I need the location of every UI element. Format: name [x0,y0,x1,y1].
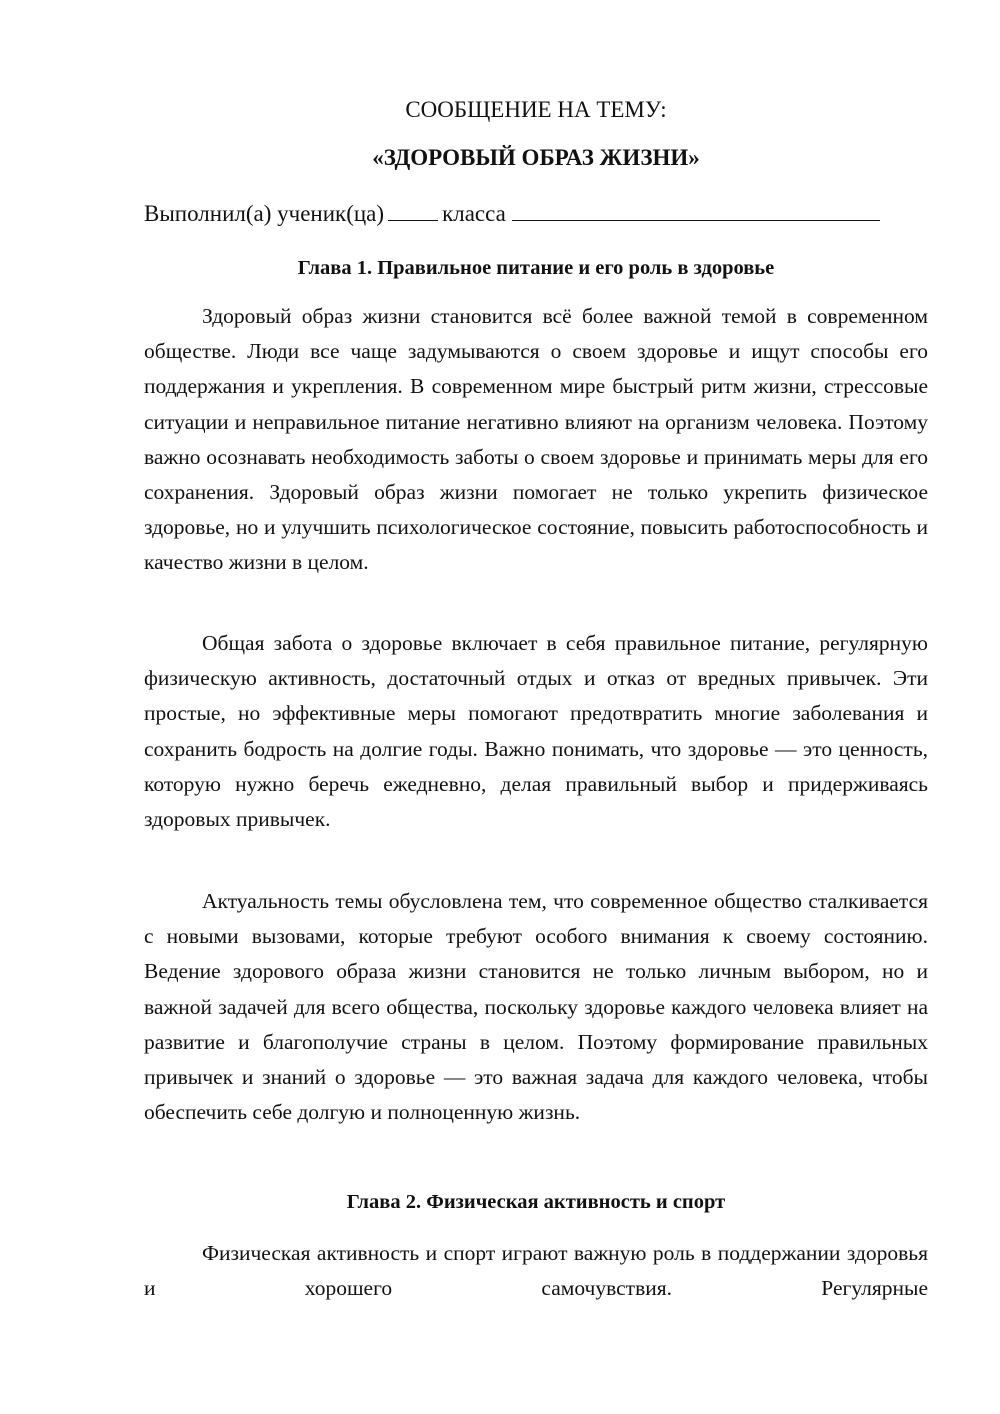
chapter-1-heading: Глава 1. Правильное питание и его роль в здоровье [297,257,775,279]
chapter-1-paragraph: Здоровый образ жизни становится всё более важной темой в современном обществе. Люди все чаще задумываются о своем здоровье и ищут способы его поддержания и укрепления. В современном мире быстрый ритм жизни, стрессовые ситуации и неправильное питание негативно влияют на организм человека. Поэтому важно осознавать необходимость заботы о своем здоровье и принимать меры для его сохранения. Здоровый образ жизни помогает не только укрепить физическое здоровье, но и улучшить психологическое состояние, повысить работоспособность и качество жизни в целом. [144,304,928,575]
class-word-label: класса [442,201,506,226]
document-title-line-2: «ЗДОРОВЫЙ ОБРАЗ ЖИЗНИ» [372,145,700,170]
chapter-1-paragraph: Общая забота о здоровье включает в себя правильное питание, регулярную физическую активность, достаточный отдых и отказ от вредных привычек. Эти простые, но эффективные меры помогают предотвратить многие заболевания и сохранить бодрость на долгие годы. Важно понимать, что здоровье — это ценность, которую нужно беречь ежедневно, делая правильный выбор и придерживаясь здоровых привычек. [144,631,928,832]
document-title-line-1: СООБЩЕНИЕ НА ТЕМУ: [405,97,667,122]
chapter-2-heading: Глава 2. Физическая активность и спорт [346,1191,726,1213]
student-prefix-label: Выполнил(а) ученик(ца) [144,201,385,226]
student-info-line [144,198,928,229]
chapter-2-paragraph: Физическая активность и спорт играют важную роль в поддержании здоровья и хорошего самочувствия. Регулярные [144,1241,928,1301]
student-name-blank-field [512,198,880,221]
grade-blank-field [388,198,438,221]
chapter-1-paragraph: Актуальность темы обусловлена тем, что современное общество сталкивается с новыми вызовами, которые требуют особого внимания к своему состоянию. Ведение здорового образа жизни становится не только личным выбором, но и важной задачей для всего общества, поскольку здоровье каждого человека влияет на развитие и благополучие страны в целом. Поэтому формирование правильных привычек и знаний о здоровье — это важная задача для каждого человека, чтобы обеспечить себе долгую и полноценную жизнь. [144,889,928,1125]
